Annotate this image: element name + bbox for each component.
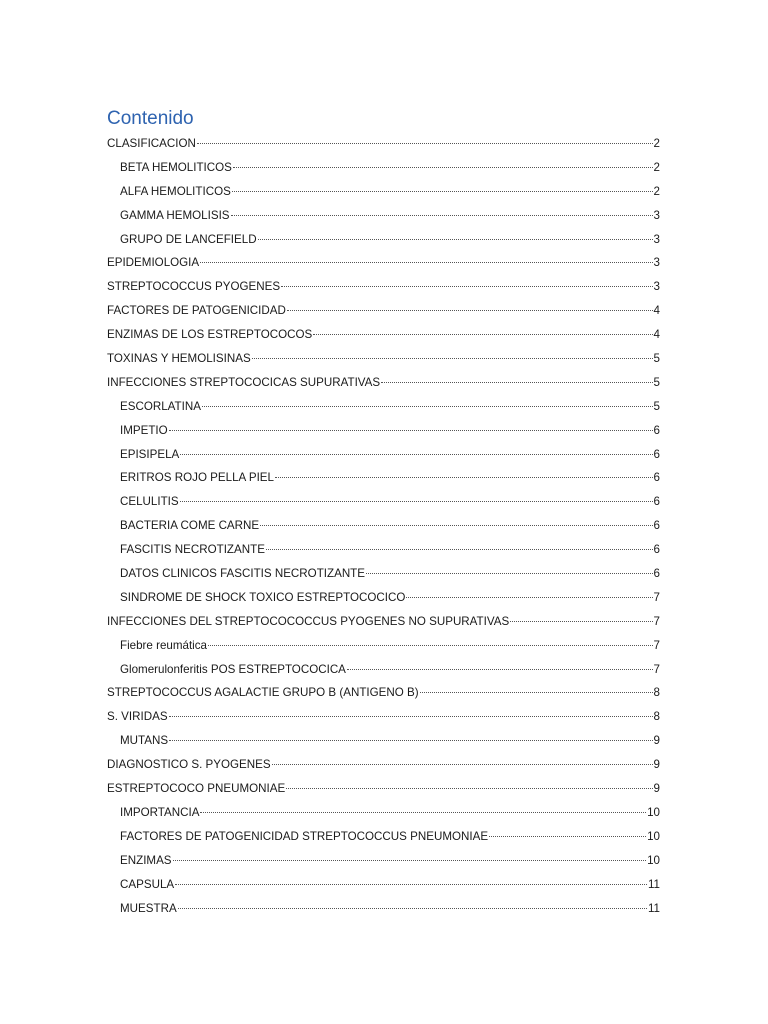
toc-entry-label: INFECCIONES DEL STREPTOCOCOCCUS PYOGENES NO SUPURATIVAS [107, 614, 510, 628]
dot-leader [275, 476, 653, 478]
toc-entry-page-number: 2 [653, 184, 660, 198]
toc-entry[interactable] [107, 156, 660, 180]
toc-entry[interactable] [107, 562, 660, 586]
toc-entry-page-number: 6 [653, 495, 660, 509]
toc-entry[interactable] [107, 873, 660, 897]
toc-entry[interactable] [107, 204, 660, 228]
dot-leader [173, 859, 647, 861]
toc-entry-label: MUTANS [120, 734, 169, 748]
toc-entry[interactable] [107, 490, 660, 514]
dot-leader [169, 429, 653, 431]
toc-entry[interactable] [107, 801, 660, 825]
toc-entry-label: ENZIMAS DE LOS ESTREPTOCOCOS [107, 328, 313, 342]
toc-entry-page-number: 9 [653, 782, 660, 796]
toc-entry-page-number: 10 [647, 829, 660, 843]
toc-entry[interactable] [107, 251, 660, 275]
toc-entry-page-number: 3 [653, 208, 660, 222]
toc-entry[interactable] [107, 586, 660, 610]
dot-leader [208, 644, 653, 646]
dot-leader [180, 453, 652, 455]
toc-entry-page-number: 5 [653, 375, 660, 389]
toc-entry[interactable] [107, 132, 660, 156]
toc-entry-label: CELULITIS [120, 495, 179, 509]
dot-leader [266, 548, 653, 550]
dot-leader [258, 238, 653, 240]
dot-leader [169, 715, 653, 717]
toc-entry[interactable] [107, 395, 660, 419]
dot-leader [200, 811, 646, 813]
toc-entry[interactable] [107, 466, 660, 490]
toc-entry-page-number: 6 [653, 447, 660, 461]
toc-entry[interactable] [107, 443, 660, 467]
toc-entry-label: MUESTRA [120, 901, 177, 915]
toc-entry-label: ESCORLATINA [120, 399, 201, 413]
toc-entry-label: FACTORES DE PATOGENICIDAD STREPTOCOCCUS PNEUMONIAE [120, 829, 489, 843]
toc-entry-page-number: 8 [653, 710, 660, 724]
toc-list [107, 132, 660, 920]
toc-entry-page-number: 3 [653, 232, 660, 246]
dot-leader [233, 166, 653, 168]
toc-entry-page-number: 4 [653, 328, 660, 342]
toc-entry[interactable] [107, 849, 660, 873]
dot-leader [175, 883, 647, 885]
toc-entry[interactable] [107, 705, 660, 729]
dot-leader [406, 596, 652, 598]
dot-leader [232, 190, 653, 192]
toc-entry-label: CLASIFICACION [107, 137, 196, 150]
dot-leader [489, 835, 646, 837]
toc-entry[interactable] [107, 658, 660, 682]
toc-entry-page-number: 7 [653, 614, 660, 628]
toc-entry[interactable] [107, 323, 660, 347]
dot-leader [180, 500, 653, 502]
toc-entry[interactable] [107, 729, 660, 753]
dot-leader [178, 907, 647, 909]
toc-entry[interactable] [107, 634, 660, 658]
dot-leader [286, 787, 652, 789]
toc-entry-page-number: 6 [653, 543, 660, 557]
toc-entry-page-number: 11 [647, 901, 660, 915]
toc-entry[interactable] [107, 275, 660, 299]
toc-entry-label: TOXINAS Y HEMOLISINAS [107, 352, 251, 366]
toc-entry-label: Glomerulonferitis POS ESTREPTOCOCICA [120, 662, 346, 676]
toc-entry[interactable] [107, 777, 660, 801]
toc-entry[interactable] [107, 299, 660, 323]
toc-entry-page-number: 6 [653, 471, 660, 485]
dot-leader [347, 668, 653, 670]
toc-entry-label: ESTREPTOCOCO PNEUMONIAE [107, 782, 286, 796]
toc-entry-page-number: 6 [653, 519, 660, 533]
dot-leader [169, 739, 652, 741]
dot-leader [252, 357, 653, 359]
dot-leader [510, 620, 652, 622]
dot-leader [200, 261, 652, 263]
dot-leader [366, 572, 653, 574]
toc-entry-label: Fiebre reumática [120, 638, 207, 652]
toc-entry[interactable] [107, 228, 660, 252]
toc-entry-page-number: 3 [653, 256, 660, 270]
toc-entry-label: STREPTOCOCCUS AGALACTIE GRUPO B (ANTIGENO B) [107, 686, 419, 700]
toc-entry-label: ENZIMAS [120, 853, 172, 867]
toc-entry-label: IMPORTANCIA [120, 805, 200, 819]
dot-leader [202, 405, 653, 407]
toc-entry-page-number: 4 [653, 304, 660, 318]
toc-entry-label: BETA HEMOLITICOS [120, 160, 232, 174]
toc-entry-page-number: 6 [653, 423, 660, 437]
toc-entry-page-number: 2 [653, 160, 660, 174]
toc-entry-label: GAMMA HEMOLISIS [120, 208, 230, 222]
toc-entry-page-number: 5 [653, 352, 660, 366]
toc-entry-page-number: 8 [653, 686, 660, 700]
toc-entry-label: DIAGNOSTICO S. PYOGENES [107, 758, 271, 772]
toc-entry[interactable] [107, 681, 660, 705]
toc-entry[interactable] [107, 610, 660, 634]
toc-entry-page-number: 11 [647, 877, 660, 891]
toc-entry-page-number: 5 [653, 399, 660, 413]
dot-leader [197, 142, 653, 144]
toc-entry[interactable] [107, 419, 660, 443]
toc-entry-label: FACTORES DE PATOGENICIDAD [107, 304, 286, 318]
toc-entry-label: IMPETIO [120, 423, 168, 437]
dot-leader [281, 285, 652, 287]
toc-entry[interactable] [107, 753, 660, 777]
toc-entry[interactable] [107, 347, 660, 371]
toc-entry-label: SINDROME DE SHOCK TOXICO ESTREPTOCOCICO [120, 590, 406, 604]
toc-entry[interactable] [107, 514, 660, 538]
toc-entry-page-number: 9 [653, 758, 660, 772]
toc-entry-page-number: 9 [653, 734, 660, 748]
dot-leader [260, 524, 652, 526]
toc-entry-label: CAPSULA [120, 877, 175, 891]
toc-entry-page-number: 3 [653, 280, 660, 294]
toc-entry-label: GRUPO DE LANCEFIELD [120, 232, 257, 246]
toc-entry-page-number: 10 [647, 853, 660, 867]
toc-entry-page-number: 10 [647, 805, 660, 819]
dot-leader [272, 763, 653, 765]
toc-entry-label: EPISIPELA [120, 447, 180, 461]
dot-leader [381, 381, 652, 383]
toc-entry-label: FASCITIS NECROTIZANTE [120, 543, 265, 557]
toc-title: Contenido [107, 108, 194, 129]
toc-entry-label: ALFA HEMOLITICOS [120, 184, 231, 198]
toc-entry-page-number: 2 [653, 137, 660, 150]
dot-leader [231, 214, 653, 216]
toc-entry-label: INFECCIONES STREPTOCOCICAS SUPURATIVAS [107, 375, 381, 389]
toc-entry[interactable] [107, 538, 660, 562]
toc-entry-label: BACTERIA COME CARNE [120, 519, 260, 533]
toc-entry-label: STREPTOCOCCUS PYOGENES [107, 280, 281, 294]
toc-entry-label: ERITROS ROJO PELLA PIEL [120, 471, 274, 485]
toc-entry[interactable] [107, 825, 660, 849]
dot-leader [313, 333, 652, 335]
dot-leader [420, 691, 653, 693]
toc-entry-page-number: 7 [653, 590, 660, 604]
toc-entry-label: EPIDEMIOLOGIA [107, 256, 200, 270]
toc-entry-page-number: 7 [653, 662, 660, 676]
dot-leader [287, 309, 653, 311]
toc-entry-page-number: 6 [653, 567, 660, 581]
toc-entry[interactable] [107, 180, 660, 204]
toc-entry-label: DATOS CLINICOS FASCITIS NECROTIZANTE [120, 567, 366, 581]
toc-entry-page-number: 7 [653, 638, 660, 652]
toc-entry-label: S. VIRIDAS [107, 710, 168, 724]
toc-entry[interactable] [107, 371, 660, 395]
toc-entry[interactable] [107, 897, 660, 921]
